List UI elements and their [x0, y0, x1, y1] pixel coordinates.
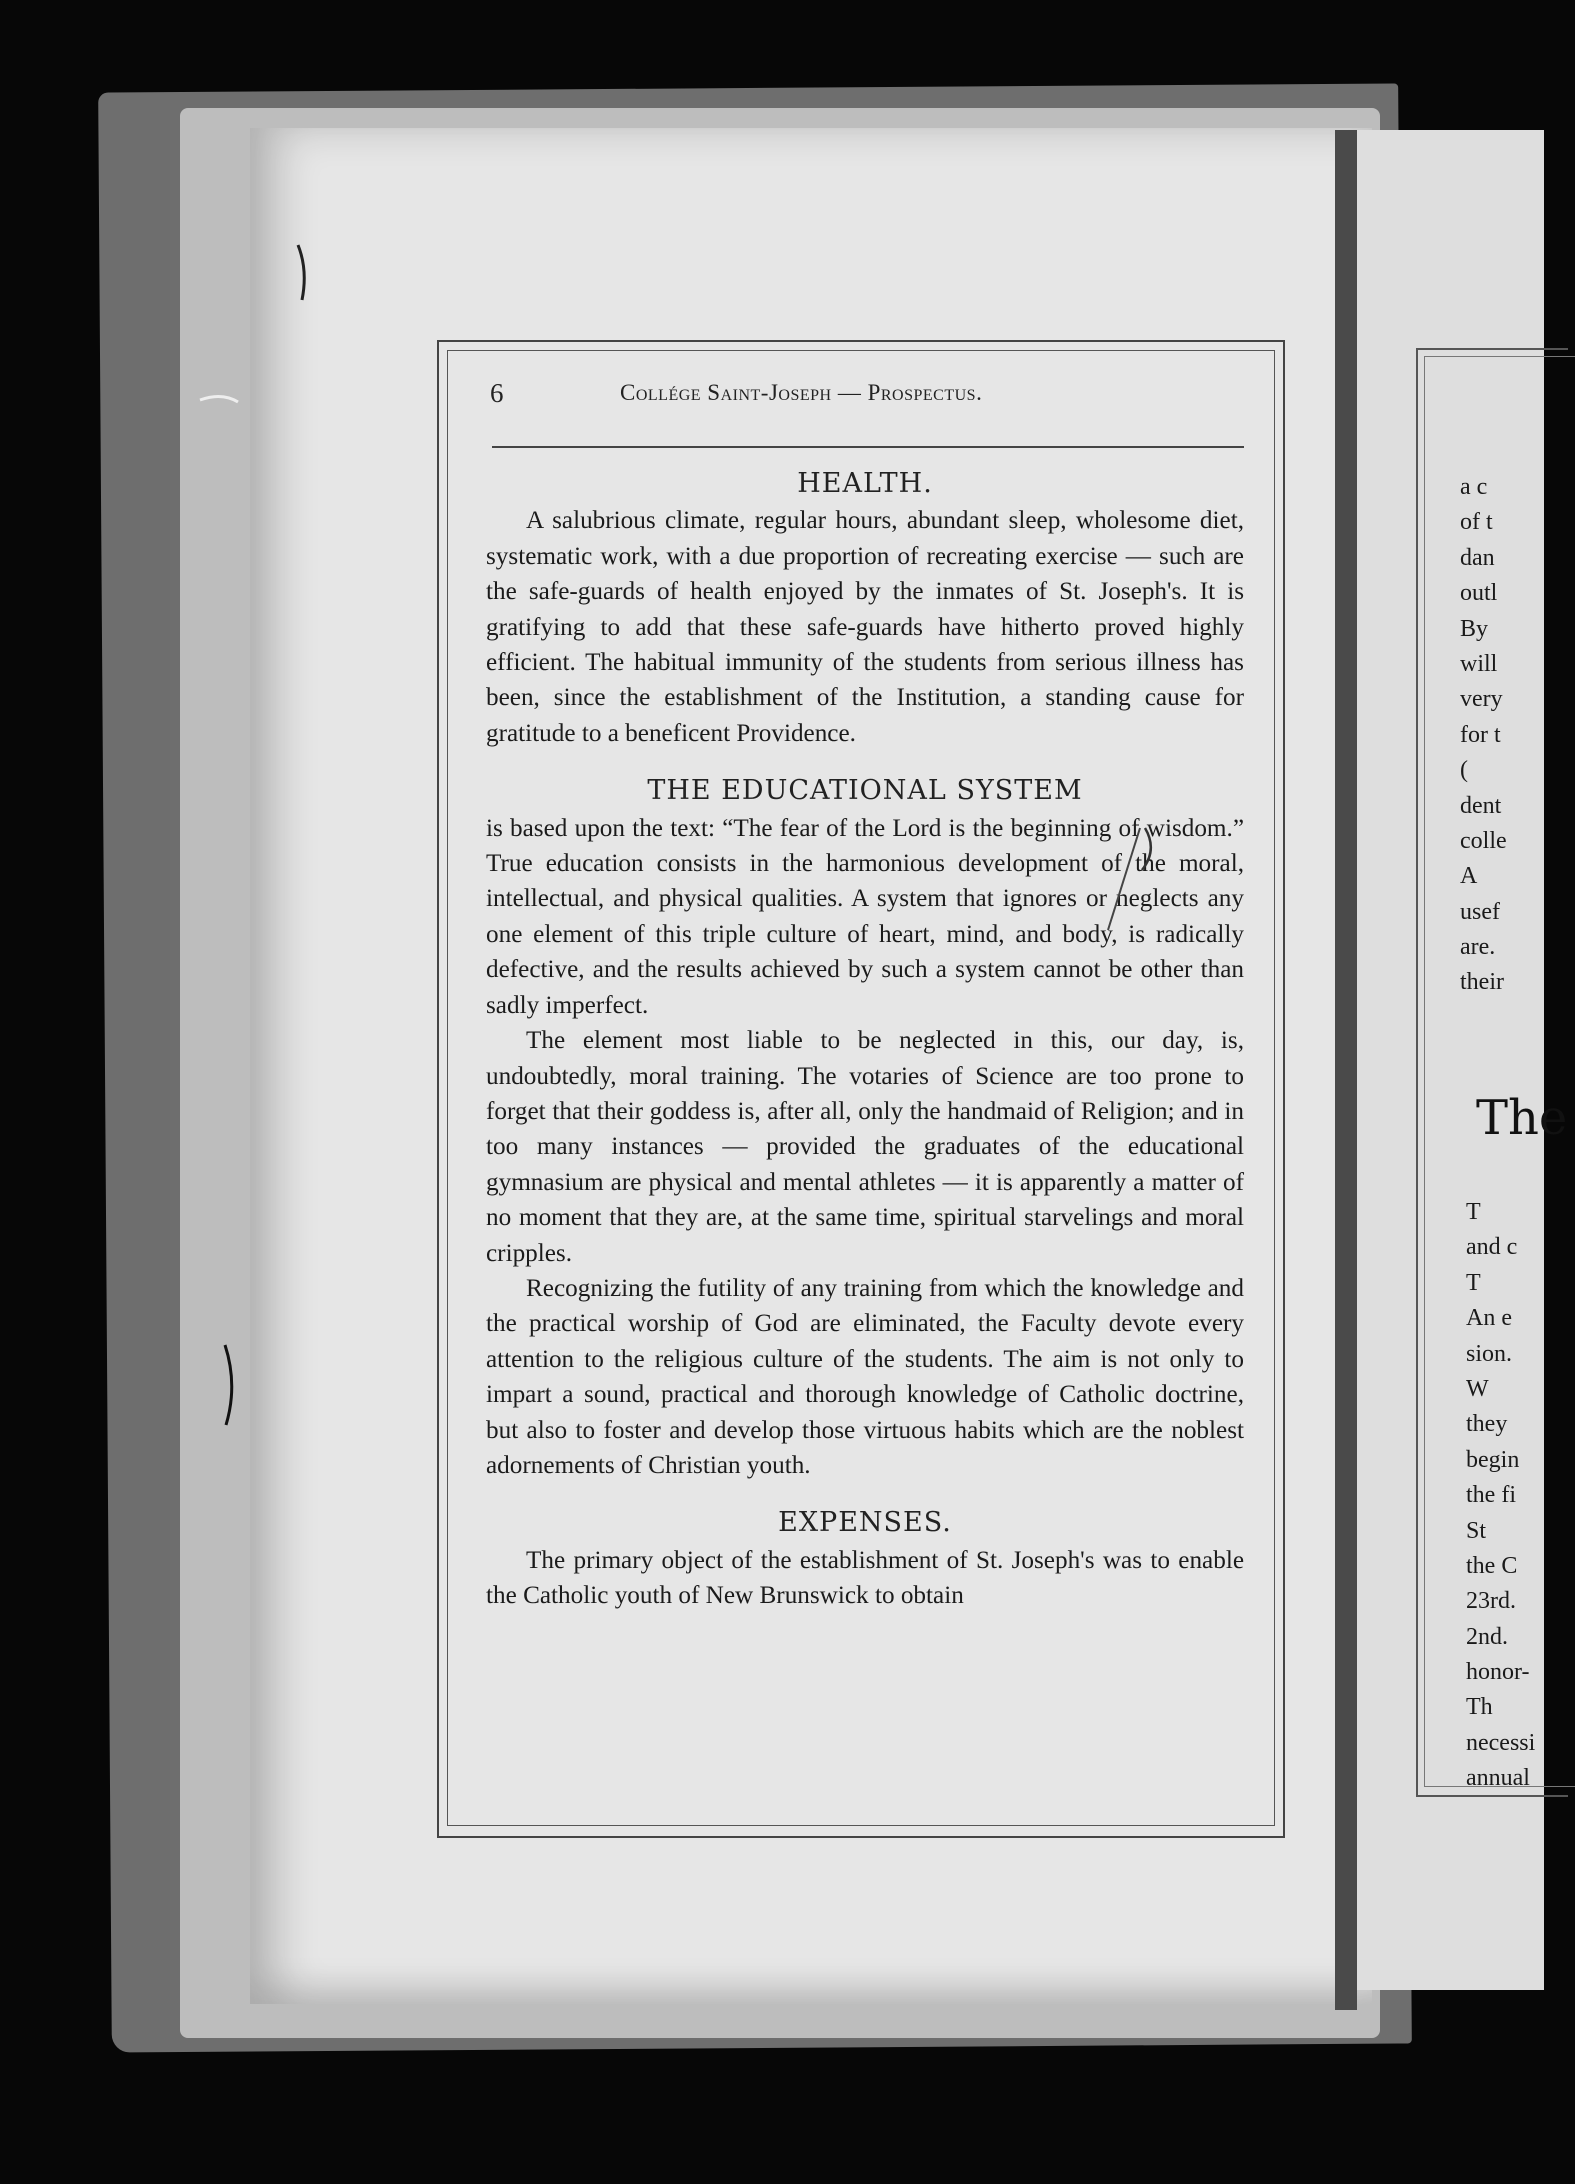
expenses-paragraph: The primary object of the establishment of St. Joseph's was to enable the Catholic youth of New Brunswick to obtain — [486, 1546, 1244, 1610]
section-title-educational-system: THE EDUCATIONAL SYSTEM — [647, 775, 1083, 807]
right-page-heading: The — [1476, 1090, 1568, 1146]
right-line: are. — [1460, 934, 1496, 961]
right-line: a c — [1460, 474, 1488, 500]
right-line: for t — [1460, 721, 1501, 748]
right-line: By — [1460, 615, 1489, 642]
right-line: St — [1466, 1517, 1487, 1544]
right-page-text-bottom — [1466, 1195, 1566, 1797]
section-gap — [486, 751, 1244, 769]
right-line: An e — [1466, 1305, 1512, 1332]
right-line: colle — [1460, 827, 1507, 854]
right-line: necessi — [1466, 1729, 1536, 1756]
header-rule — [492, 446, 1244, 448]
right-line: outl — [1460, 580, 1498, 607]
page-number: 6 — [490, 378, 504, 408]
right-line: they — [1466, 1411, 1508, 1438]
right-line: 23rd. — [1466, 1588, 1516, 1615]
section-title-health: HEALTH. — [797, 468, 933, 499]
page-body — [486, 462, 1244, 1762]
right-line: T — [1466, 1199, 1481, 1225]
right-line: honor- — [1466, 1659, 1530, 1686]
right-line: very — [1460, 686, 1503, 713]
right-line: W — [1466, 1375, 1489, 1402]
right-line: of t — [1460, 509, 1493, 536]
right-line: annual — [1466, 1765, 1530, 1792]
right-line: dan — [1460, 544, 1495, 571]
right-line: begin — [1466, 1446, 1520, 1473]
right-page-text-top — [1460, 470, 1560, 1001]
educational-paragraph-2: The element most liable to be neglected in this, our day, is, undoubtedly, moral training. The votaries of Science are too prone to forget that their goddess is, after all, only the handmaid of Religion; and in too many instances — provided the graduates of the educational gymnasium are physical and mental athletes — it is apparently a matter of no moment that they are, at the same time, spiritual starvelings and moral cripples. — [486, 1027, 1244, 1267]
right-line: 2nd. — [1466, 1623, 1508, 1650]
educational-paragraph-3: Recognizing the futility of any training from which the knowledge and the practical worship of God are eliminated, the Faculty devote every attention to the religious culture of the students. The aim is not only to impart a sound, practical and thorough knowledge of Catholic doctrine, but also to foster and develop those virtuous habits which are the noblest adornements of Christian youth. — [486, 1274, 1244, 1479]
right-line: will — [1460, 650, 1498, 677]
right-line: the C — [1466, 1552, 1518, 1579]
right-line: their — [1460, 969, 1504, 996]
right-line: the fi — [1466, 1482, 1516, 1509]
right-line: Th — [1466, 1694, 1493, 1721]
educational-paragraph-1: is based upon the text: “The fear of the Lord is the beginning of wisdom.” True education consists in the harmonious development of the moral, intellectual, and physical qualities. A system that ignores or neglects any one element of this triple culture of heart, mind, and body, is radically defective, and the results achieved by such a system cannot be other than sadly imperfect. — [486, 814, 1244, 1019]
running-head-title: Collége Saint-Joseph — Prospectus. — [620, 380, 983, 405]
health-paragraph: A salubrious climate, regular hours, abundant sleep, wholesome diet, systematic work, with a due proportion of recreating exercise — such are the safe-guards of health enjoyed by the inmates of St. Joseph's. It is gratifying to add that these safe-guards have hitherto proved highly efficient. The habitual immunity of the students from serious illness has been, since the establishment of the Institution, a standing cause for gratitude to a beneficent Providence. — [486, 507, 1244, 747]
right-line: T — [1466, 1269, 1481, 1296]
right-line: dent — [1460, 792, 1502, 819]
right-line: ( — [1460, 757, 1468, 784]
section-title-expenses: EXPENSES. — [778, 1507, 952, 1539]
book-gutter — [1335, 130, 1357, 2010]
running-head — [490, 378, 1250, 418]
right-line: A — [1460, 863, 1478, 890]
right-line: usef — [1460, 898, 1500, 925]
right-line: and c — [1466, 1234, 1518, 1261]
section-gap — [486, 1483, 1244, 1501]
right-line: sion. — [1466, 1340, 1513, 1367]
